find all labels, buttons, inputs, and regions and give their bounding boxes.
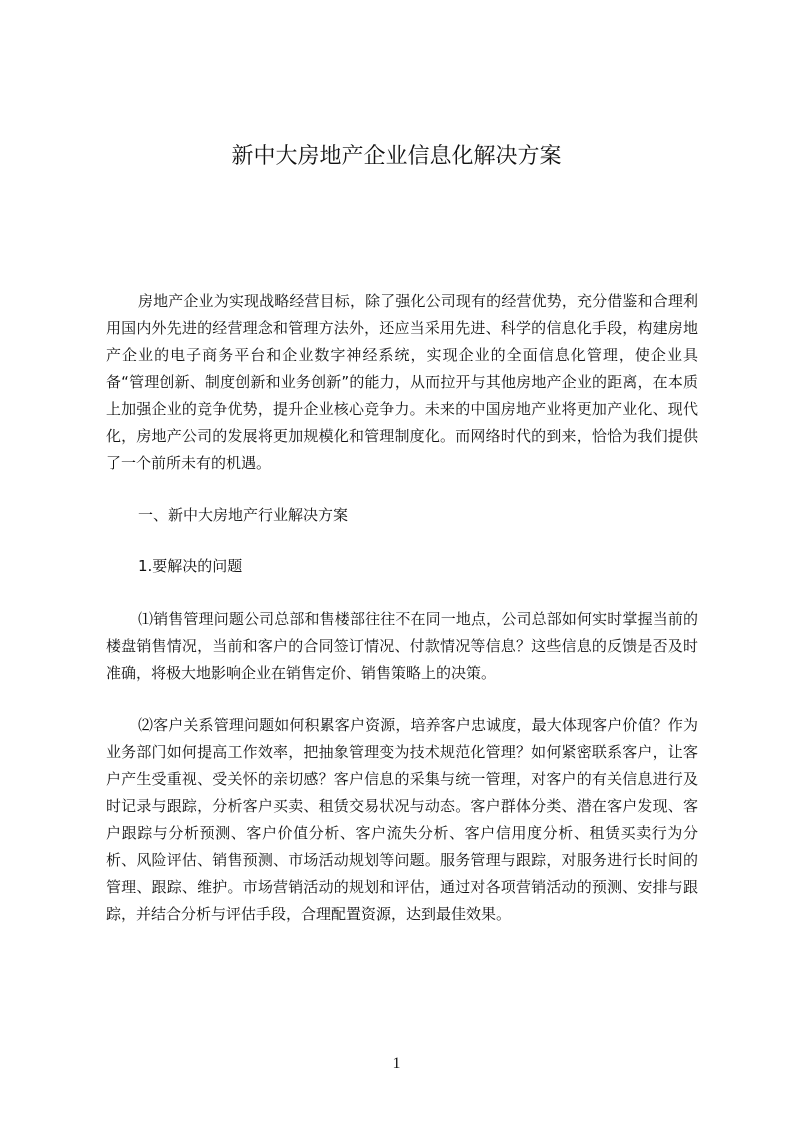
intro-paragraph: 房地产企业为实现战略经营目标，除了强化公司现有的经营优势，充分借鉴和合理利用国内外先进的经营理念和管理方法外，还应当采用先进、科学的信息化手段，构建房地产企业的电子商务平台和企业数字神经系统，实现企业的全面信息化管理，使企业具备“管理创新、制度创新和业务创新”的能力，从而拉开与其他房地产企业的距离，在本质上加强企业的竞争优势，提升企业核心竞争力。未来的中国房地产业将更加产业化、现代化，房地产公司的发展将更加规模化和管理制度化。而网络时代的到来，恰恰为我们提供了一个前所未有的机遇。 (106, 292, 698, 472)
sales-management-paragraph: ⑴销售管理问题公司总部和售楼部往往不在同一地点，公司总部如何实时掌握当前的楼盘销售情况，当前和客户的合同签订情况、付款情况等信息？这些信息的反馈是否及时准确，将极大地影响企业在销售定价、销售策略上的决策。 (106, 610, 698, 682)
page-number: 1 (392, 1055, 401, 1072)
crm-paragraph: ⑵客户关系管理问题如何积累客户资源，培养客户忠诚度，最大体现客户价值？作为业务部门如何提高工作效率，把抽象管理变为技术规范化管理？如何紧密联系客户，让客户产生受重视、受关怀的亲切感？客户信息的采集与统一管理，对客户的有关信息进行及时记录与跟踪，分析客户买卖、租赁交易状况与动态。客户群体分类、潜在客户发现、客户跟踪与分析预测、客户价值分析、客户流失分析、客户信用度分析、租赁买卖行为分析、风险评估、销售预测、市场活动规划等问题。服务管理与跟踪，对服务进行长时间的管理、跟踪、维护。市场营销活动的规划和评估，通过对各项营销活动的预测、安排与跟踪，并结合分析与评估手段，合理配置资源，达到最佳效果。 (106, 716, 698, 923)
document-title: 新中大房地产企业信息化解决方案 (231, 144, 562, 169)
section-heading: 一、新中大房地产行业解决方案 (138, 506, 349, 524)
subsection-heading: 1.要解决的问题 (138, 557, 243, 575)
